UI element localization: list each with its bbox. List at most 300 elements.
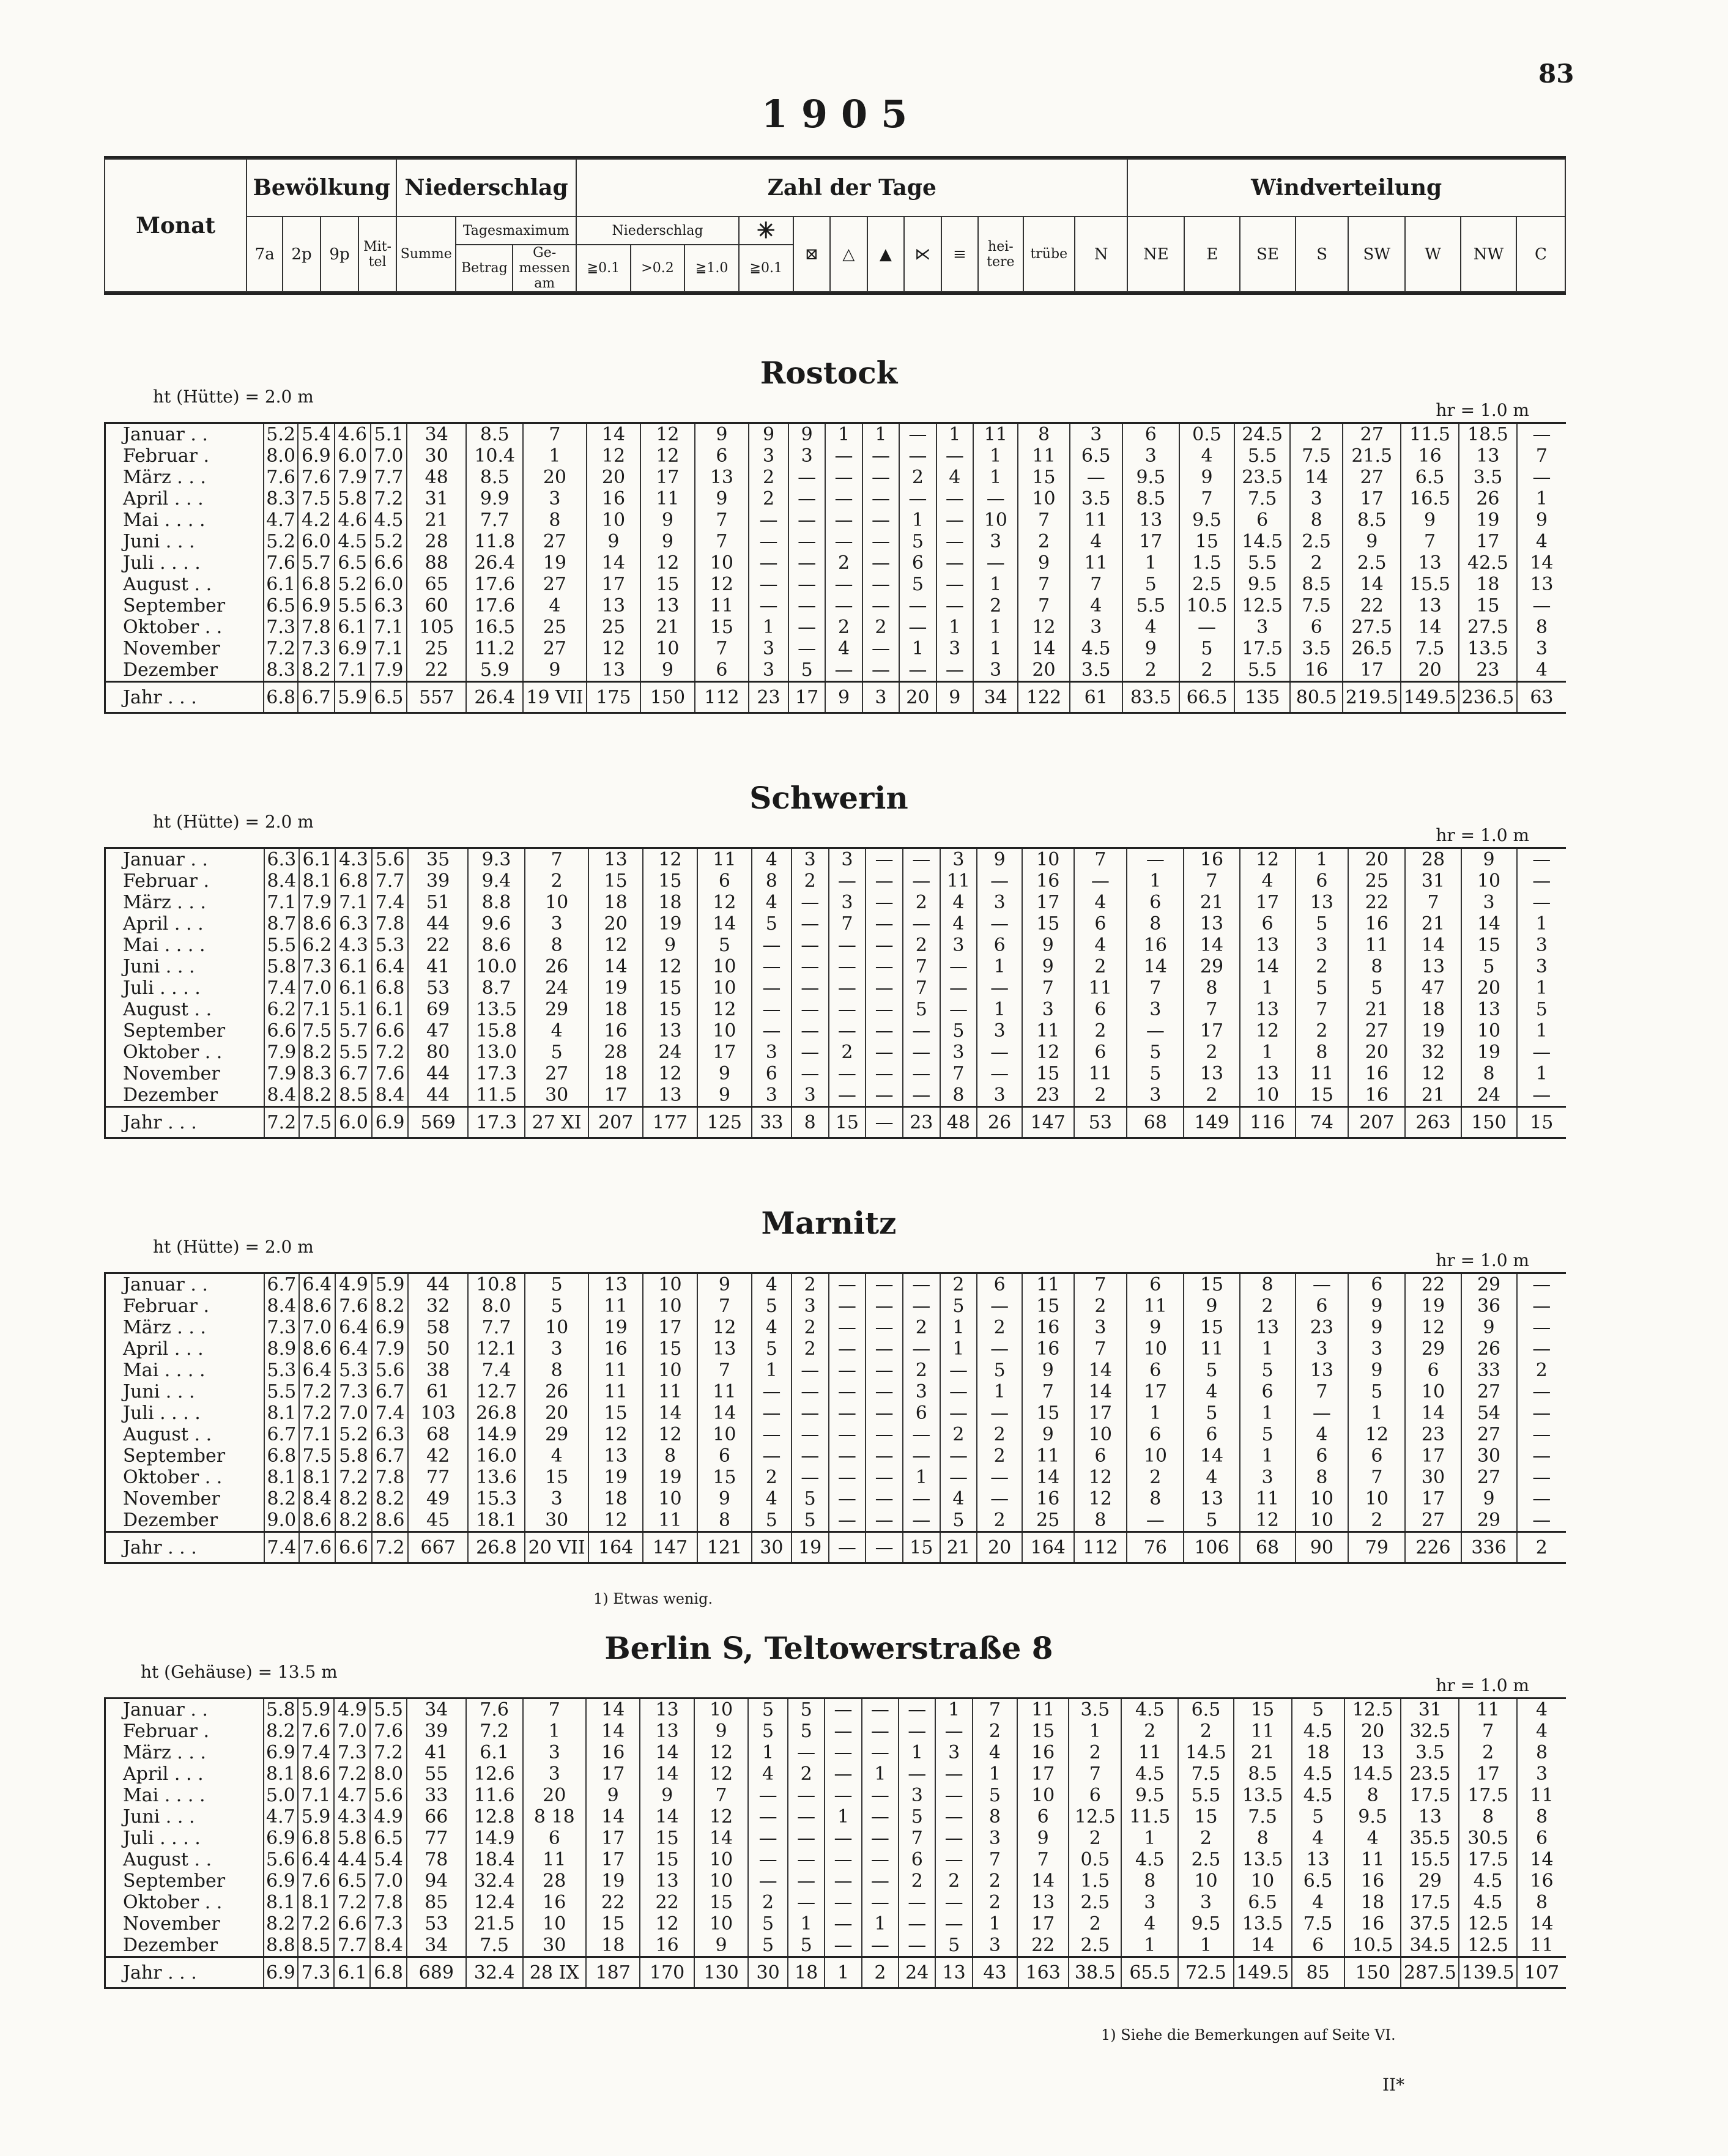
value-cell: 39 — [408, 870, 468, 892]
value-cell: 26.4 — [466, 682, 523, 713]
value-cell: 16.5 — [1401, 488, 1459, 509]
value-cell: — — [792, 1063, 829, 1084]
value-cell: 12 — [588, 935, 643, 956]
value-cell: 32 — [408, 1295, 468, 1317]
value-cell: 8 — [1234, 1828, 1292, 1849]
value-cell: — — [866, 1381, 903, 1402]
value-cell: 4.7 — [334, 1785, 370, 1806]
table-row — [105, 1828, 1567, 1849]
value-cell: 29 — [1184, 956, 1239, 977]
value-cell: — — [935, 1892, 972, 1913]
value-cell: 8.2 — [264, 1913, 298, 1935]
value-cell: 80 — [408, 1042, 468, 1063]
value-cell: 1 — [1121, 1935, 1178, 1957]
value-cell: 20 — [1344, 1721, 1401, 1742]
table-row — [105, 1063, 1567, 1084]
value-cell: 8 — [1348, 956, 1405, 977]
value-cell: 9 — [586, 1785, 640, 1806]
value-cell: 4 — [1292, 1892, 1344, 1913]
value-cell: 3 — [792, 1084, 829, 1107]
value-cell: 17.6 — [466, 595, 523, 617]
value-cell: 15 — [643, 870, 697, 892]
value-cell: 10 — [1017, 1785, 1069, 1806]
value-cell: 7.0 — [334, 1721, 370, 1742]
value-cell: 15 — [695, 617, 749, 638]
value-cell: — — [788, 1742, 825, 1763]
value-cell: 8.6 — [372, 1510, 409, 1532]
value-cell: 1.5 — [1179, 552, 1235, 574]
value-cell: 24 — [525, 977, 588, 999]
value-cell: 10 — [973, 509, 1018, 531]
station-title: Berlin S, Teltowerstraße 8 — [604, 1630, 1053, 1666]
value-cell: 13 — [643, 1084, 697, 1107]
value-cell: 187 — [586, 1957, 640, 1988]
value-cell: 5 — [1461, 956, 1517, 977]
value-cell: 2.5 — [1290, 531, 1343, 552]
value-cell: — — [829, 1295, 866, 1317]
value-cell: 3 — [829, 892, 866, 913]
value-cell: 24 — [899, 1957, 935, 1988]
value-cell: 25 — [1348, 870, 1405, 892]
value-cell: 3.5 — [1070, 488, 1122, 509]
value-cell: 9.5 — [1179, 509, 1235, 531]
value-cell: 2 — [973, 1892, 1017, 1913]
value-cell: — — [748, 1806, 788, 1828]
value-cell: 11 — [1022, 1020, 1074, 1042]
value-cell: 8 — [1127, 1488, 1184, 1510]
value-cell: 26.8 — [468, 1402, 525, 1424]
value-cell: 1 — [977, 1381, 1022, 1402]
value-cell: 3 — [1122, 445, 1179, 467]
value-cell: 20 — [523, 1785, 587, 1806]
value-cell: 14 — [640, 1806, 694, 1828]
value-cell: 1 — [903, 1467, 940, 1488]
value-cell: 12 — [1348, 1424, 1405, 1445]
value-cell: 139.5 — [1459, 1957, 1517, 1988]
value-cell: 6.7 — [264, 1424, 299, 1445]
value-cell: 1 — [899, 1742, 935, 1763]
value-cell: 14 — [697, 913, 752, 935]
table-row — [105, 552, 1567, 574]
value-cell: 2 — [1179, 659, 1235, 682]
value-cell: 6 — [1292, 1935, 1344, 1957]
value-cell: 1 — [1240, 1042, 1296, 1063]
value-cell: 2 — [862, 1957, 899, 1988]
value-cell: 2 — [903, 892, 940, 913]
value-cell: 4 — [1074, 935, 1127, 956]
value-cell: 16.5 — [466, 617, 523, 638]
table-total-row — [105, 682, 1567, 713]
value-cell: 5.9 — [335, 682, 371, 713]
value-cell: 14.5 — [1234, 531, 1290, 552]
value-cell: 8.6 — [299, 913, 336, 935]
value-cell: 9 — [697, 1488, 752, 1510]
value-cell: — — [829, 870, 866, 892]
value-cell: 3 — [1296, 1338, 1349, 1360]
value-cell: 7.4 — [298, 1742, 334, 1763]
value-cell: 4.4 — [334, 1849, 370, 1870]
value-cell: 6 — [1290, 617, 1343, 638]
value-cell: 7 — [1022, 977, 1074, 999]
value-cell: — — [935, 1849, 972, 1870]
value-cell: 150 — [640, 682, 694, 713]
table-row — [105, 617, 1567, 638]
value-cell: 15 — [643, 999, 697, 1020]
value-cell: 8.6 — [298, 1763, 334, 1785]
value-cell: 8.1 — [264, 1892, 298, 1913]
value-cell: 68 — [1127, 1107, 1184, 1138]
value-cell: 9.5 — [1234, 574, 1290, 595]
value-cell: — — [866, 913, 903, 935]
value-cell: 8.8 — [264, 1935, 298, 1957]
value-cell: — — [862, 1892, 899, 1913]
value-cell: 1 — [1069, 1721, 1121, 1742]
value-cell: 5.8 — [264, 956, 299, 977]
value-cell: 18 — [588, 1063, 643, 1084]
footnote: 1) Etwas wenig. — [593, 1590, 713, 1607]
value-cell: — — [977, 1402, 1022, 1424]
value-cell: 149 — [1184, 1107, 1239, 1138]
value-cell: 8.4 — [299, 1488, 336, 1510]
value-cell: 7.2 — [299, 1381, 336, 1402]
value-cell: 23.5 — [1401, 1763, 1459, 1785]
value-cell: 3 — [749, 638, 788, 659]
value-cell: — — [977, 977, 1022, 999]
value-cell: 9 — [1461, 1488, 1517, 1510]
value-cell: — — [792, 1360, 829, 1381]
value-cell: 29 — [525, 999, 588, 1020]
value-cell: 8 — [643, 1445, 697, 1467]
month-cell: Mai . . . . — [105, 509, 264, 531]
snow-icon: ✳ — [739, 217, 793, 245]
value-cell: — — [866, 1107, 903, 1138]
value-cell: 6.7 — [372, 1381, 409, 1402]
value-cell: — — [829, 1338, 866, 1360]
value-cell: 7.3 — [370, 1913, 406, 1935]
value-cell: 14 — [1127, 956, 1184, 977]
value-cell: — — [862, 488, 899, 509]
value-cell: 19 VII — [523, 682, 587, 713]
value-cell: 9.5 — [1121, 1785, 1178, 1806]
value-cell: 121 — [697, 1532, 752, 1563]
value-cell: 14.5 — [1178, 1742, 1234, 1763]
value-cell: — — [792, 913, 829, 935]
value-cell: 12 — [643, 956, 697, 977]
value-cell: 7.3 — [299, 956, 336, 977]
value-cell: 10 — [1348, 1488, 1405, 1510]
value-cell: 9 — [1017, 1828, 1069, 1849]
value-cell: 5.2 — [264, 423, 298, 446]
value-cell: 6 — [1184, 1424, 1239, 1445]
value-cell: 17 — [640, 467, 694, 488]
value-cell: 21 — [1184, 892, 1239, 913]
month-cell: April . . . — [105, 913, 265, 935]
value-cell: 11 — [1240, 1488, 1296, 1510]
header-wind-s: S — [1296, 217, 1348, 292]
value-cell: 32.5 — [1401, 1721, 1459, 1742]
value-cell: 27 — [1461, 1467, 1517, 1488]
value-cell: — — [829, 999, 866, 1020]
value-cell: 5 — [1127, 1042, 1184, 1063]
value-cell: — — [1517, 1042, 1566, 1063]
value-cell: 4.7 — [264, 509, 298, 531]
month-cell: Juni . . . — [105, 1381, 265, 1402]
value-cell: — — [1517, 1084, 1566, 1107]
value-cell: 16 — [586, 1742, 640, 1763]
value-cell: — — [829, 1488, 866, 1510]
value-cell: 9.6 — [468, 913, 525, 935]
value-cell: 6 — [1127, 1273, 1184, 1296]
value-cell: — — [973, 488, 1018, 509]
value-cell: 17 — [1343, 659, 1401, 682]
value-cell: 5.2 — [371, 531, 407, 552]
value-cell: 19 — [643, 913, 697, 935]
value-cell: 27 — [525, 1063, 588, 1084]
value-cell: 34 — [973, 682, 1018, 713]
month-cell: Dezember — [105, 1510, 265, 1532]
value-cell: — — [825, 1721, 861, 1742]
value-cell: 7.5 — [298, 488, 334, 509]
value-cell: — — [862, 531, 899, 552]
value-cell: 7.4 — [372, 892, 409, 913]
value-cell: 2 — [1069, 1828, 1121, 1849]
value-cell: 7 — [523, 1698, 587, 1721]
value-cell: 5.7 — [335, 1020, 372, 1042]
header-wind-c: C — [1516, 217, 1565, 292]
value-cell: 6.5 — [1234, 1892, 1292, 1913]
value-cell: — — [749, 595, 788, 617]
value-cell: — — [866, 1402, 903, 1424]
value-cell: 13 — [588, 1273, 643, 1296]
value-cell: 6 — [903, 1402, 940, 1424]
value-cell: 9 — [1517, 509, 1566, 531]
value-cell: 6.9 — [298, 445, 334, 467]
value-cell: 4.9 — [334, 1698, 370, 1721]
value-cell: 8.2 — [264, 1721, 298, 1742]
value-cell: 7 — [1296, 1381, 1349, 1402]
value-cell: 17 — [1184, 1020, 1239, 1042]
value-cell: — — [866, 956, 903, 977]
station-table — [104, 422, 1566, 714]
header-bew-9p: 9p — [321, 217, 358, 292]
value-cell: 5.9 — [298, 1698, 334, 1721]
value-cell: 10 — [1178, 1870, 1234, 1892]
value-cell: 19 — [588, 977, 643, 999]
value-cell: 12 — [697, 1317, 752, 1338]
value-cell: 170 — [640, 1957, 694, 1988]
value-cell: 13 — [1240, 935, 1296, 956]
value-cell: 5 — [788, 1935, 825, 1957]
value-cell: 14 — [1517, 1849, 1566, 1870]
value-cell: 8 — [1517, 1806, 1566, 1828]
value-cell: 17 — [586, 1828, 640, 1849]
value-cell: 10 — [523, 1913, 587, 1935]
table-total-row — [105, 1107, 1567, 1138]
value-cell: 9.4 — [468, 870, 525, 892]
value-cell: 11 — [1022, 1445, 1074, 1467]
value-cell: 27 — [1405, 1510, 1461, 1532]
footnote: 1) Siehe die Bemerkungen auf Seite VI. — [1101, 2026, 1396, 2043]
value-cell: 1 — [788, 1913, 825, 1935]
value-cell: 8 — [1184, 977, 1239, 999]
value-cell: 8.4 — [264, 870, 299, 892]
value-cell: 11.5 — [1401, 423, 1459, 446]
value-cell: 36 — [1461, 1295, 1517, 1317]
value-cell: 3 — [523, 1742, 587, 1763]
value-cell: 3.5 — [1290, 638, 1343, 659]
value-cell: — — [788, 1870, 825, 1892]
header-nied-sub: Niederschlag — [576, 217, 739, 245]
value-cell: 1 — [973, 1913, 1017, 1935]
value-cell: 4.3 — [335, 935, 372, 956]
value-cell: 3 — [1296, 935, 1349, 956]
value-cell: — — [829, 977, 866, 999]
value-cell: 31 — [1401, 1698, 1459, 1721]
header-heitere: hei-tere — [978, 217, 1023, 292]
value-cell: 8.5 — [1290, 574, 1343, 595]
value-cell: 7.6 — [299, 1532, 336, 1563]
value-cell: 7.1 — [298, 1785, 334, 1806]
value-cell: 177 — [643, 1107, 697, 1138]
value-cell: 7 — [695, 531, 749, 552]
value-cell: 9 — [695, 423, 749, 446]
value-cell: 7.3 — [298, 638, 334, 659]
value-cell: 4.6 — [335, 423, 371, 446]
value-cell: 39 — [407, 1721, 466, 1742]
value-cell: 6.8 — [298, 1828, 334, 1849]
value-cell: 20 — [977, 1532, 1022, 1563]
value-cell: 17 — [1459, 1763, 1517, 1785]
value-cell: 12.4 — [466, 1892, 523, 1913]
value-cell: — — [936, 595, 973, 617]
value-cell: 2 — [792, 1317, 829, 1338]
value-cell: 10 — [643, 1295, 697, 1317]
value-cell: 10 — [1127, 1445, 1184, 1467]
value-cell: 7.8 — [372, 913, 409, 935]
value-cell: 3 — [749, 445, 788, 467]
table-row — [105, 1763, 1567, 1785]
value-cell: — — [788, 1849, 825, 1870]
header-betrag: Betrag — [456, 245, 513, 292]
value-cell: 13 — [1292, 1849, 1344, 1870]
value-cell: 17 — [1017, 1913, 1069, 1935]
value-cell: 7.5 — [299, 1445, 336, 1467]
month-cell: Februar . — [105, 1295, 265, 1317]
table-row — [105, 1721, 1567, 1742]
value-cell: — — [752, 1402, 792, 1424]
value-cell: 8 — [1517, 617, 1566, 638]
value-cell: 8.1 — [264, 1467, 299, 1488]
month-cell: Jahr . . . — [105, 1957, 264, 1988]
value-cell: 5.5 — [264, 935, 299, 956]
value-cell: 11 — [1127, 1295, 1184, 1317]
table-row — [105, 638, 1567, 659]
value-cell: 3 — [749, 659, 788, 682]
value-cell: 14 — [640, 1742, 694, 1763]
value-cell: 15 — [697, 1467, 752, 1488]
value-cell: 3 — [903, 1381, 940, 1402]
value-cell: 45 — [408, 1510, 468, 1532]
value-cell: 4 — [1517, 1698, 1566, 1721]
value-cell: 30 — [525, 1510, 588, 1532]
value-cell: 3 — [752, 1042, 792, 1063]
value-cell: 16 — [1344, 1870, 1401, 1892]
value-cell: 263 — [1405, 1107, 1461, 1138]
value-cell: 5.5 — [1234, 552, 1290, 574]
month-cell: September — [105, 1445, 265, 1467]
value-cell: 7.2 — [372, 1042, 409, 1063]
value-cell: 11 — [1074, 1063, 1127, 1084]
value-cell: 16 — [523, 1892, 587, 1913]
value-cell: — — [788, 509, 825, 531]
value-cell: 12 — [640, 552, 694, 574]
value-cell: 667 — [408, 1532, 468, 1563]
value-cell: 9 — [1184, 1295, 1239, 1317]
value-cell: — — [862, 574, 899, 595]
table-row — [105, 1360, 1567, 1381]
value-cell: 7.1 — [335, 659, 371, 682]
fog-icon: ≡ — [941, 217, 979, 292]
value-cell: 15 — [1184, 1273, 1239, 1296]
value-cell: — — [899, 445, 936, 467]
value-cell: 17.3 — [468, 1063, 525, 1084]
value-cell: 1 — [1127, 870, 1184, 892]
value-cell: 1 — [977, 999, 1022, 1020]
value-cell: 2 — [1517, 1532, 1566, 1563]
value-cell: 11 — [1344, 1849, 1401, 1870]
value-cell: 6.4 — [299, 1273, 336, 1296]
value-cell: 6 — [697, 870, 752, 892]
value-cell: 18.1 — [468, 1510, 525, 1532]
value-cell: 7 — [903, 956, 940, 977]
value-cell: 10 — [1127, 1338, 1184, 1360]
value-cell: — — [935, 1806, 972, 1828]
value-cell: 21 — [1234, 1742, 1292, 1763]
value-cell: 8.0 — [370, 1763, 406, 1785]
value-cell: 20 — [587, 467, 640, 488]
value-cell: 2 — [825, 617, 862, 638]
value-cell: 2 — [1517, 1360, 1566, 1381]
value-cell: 4.5 — [1459, 1892, 1517, 1913]
value-cell: 35.5 — [1401, 1828, 1459, 1849]
value-cell: 8 — [1344, 1785, 1401, 1806]
value-cell: 2 — [752, 1467, 792, 1488]
value-cell: — — [903, 1488, 940, 1510]
value-cell: 18 — [788, 1957, 825, 1988]
value-cell: — — [899, 423, 936, 446]
value-cell: 7.8 — [298, 617, 334, 638]
value-cell: 3 — [1022, 999, 1074, 1020]
value-cell: 30 — [525, 1084, 588, 1107]
value-cell: 8.7 — [468, 977, 525, 999]
value-cell: — — [862, 1698, 899, 1721]
value-cell: 3 — [973, 531, 1018, 552]
value-cell: 11 — [695, 595, 749, 617]
header-summe: Summe — [396, 217, 456, 292]
table-row — [105, 977, 1567, 999]
value-cell: 21 — [1348, 999, 1405, 1020]
value-cell: 8 — [1461, 1063, 1517, 1084]
value-cell: — — [825, 1742, 861, 1763]
value-cell: 5 — [525, 1273, 588, 1296]
value-cell: 20 — [1348, 848, 1405, 871]
station-rostock — [92, 355, 1566, 758]
value-cell: 32 — [1405, 1042, 1461, 1063]
value-cell: 10 — [694, 1849, 748, 1870]
value-cell: 2 — [1348, 1510, 1405, 1532]
value-cell: 8 — [1074, 1510, 1127, 1532]
value-cell: 18 — [1292, 1742, 1344, 1763]
